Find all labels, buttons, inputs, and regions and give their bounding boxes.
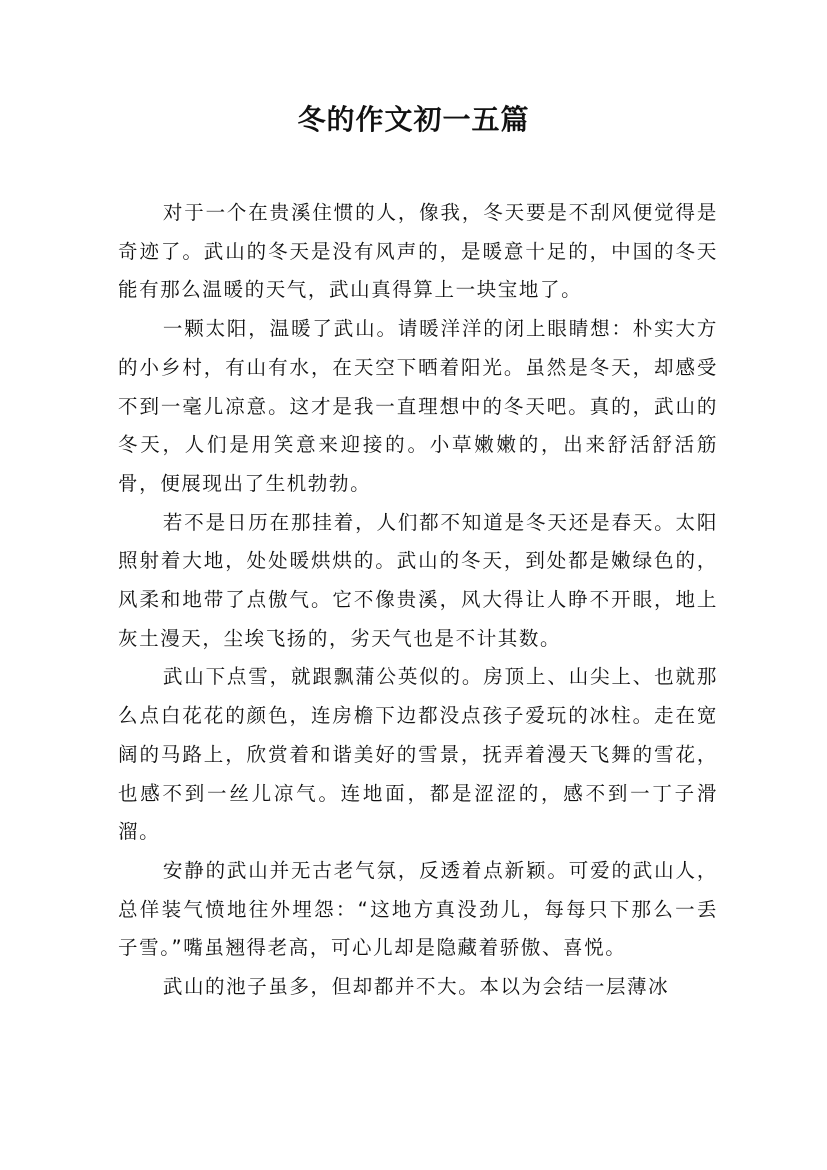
paragraph: 武山的池子虽多，但却都并不大。本以为会结一层薄冰 xyxy=(162,975,670,999)
paragraph: 若不是日历在那挂着，人们都不知道是冬天还是春天。太阳照射着大地，处处暖烘烘的。武山的冬天，到处都是嫩绿色的，风柔和地带了点傲气。它不像贵溪，风大得让人睁不开眼，地上灰土漫天，尘埃飞扬的，劣天气也是不计其数。 xyxy=(118,510,718,650)
paragraph: 一颗太阳，温暖了武山。请暖洋洋的闭上眼睛想：朴实大方的小乡村，有山有水，在天空下晒着阳光。虽然是冬天，却感受不到一毫儿凉意。这才是我一直理想中的冬天吧。真的，武山的冬天，人们是用笑意来迎接的。小草嫩嫩的，出来舒活舒活筋骨，便展现出了生机勃勃。 xyxy=(118,317,718,495)
paragraph: 安静的武山并无古老气氛，反透着点新颖。可爱的武山人，总佯装气愤地往外埋怨：“这地方真没劲儿，每每只下那么一丢子雪。”嘴虽翘得老高，可心儿却是隐藏着骄傲、喜悦。 xyxy=(118,858,718,960)
paragraph: 对于一个在贵溪住惯的人，像我，冬天要是不刮风便觉得是奇迹了。武山的冬天是没有风声的，是暖意十足的，中国的冬天能有那么温暖的天气，武山真得算上一块宝地了。 xyxy=(118,201,718,302)
paragraph: 武山下点雪，就跟飘蒲公英似的。房顶上、山尖上、也就那么点白花花的颜色，连房檐下边都没点孩子爱玩的冰柱。走在宽阔的马路上，欣赏着和谐美好的雪景，抚弄着漫天飞舞的雪花，也感不到一丝儿凉气。连地面，都是涩涩的，感不到一丁子滑溜。 xyxy=(118,665,718,844)
document-title: 冬的作文初一五篇 xyxy=(297,103,530,136)
document-body xyxy=(118,194,718,1007)
